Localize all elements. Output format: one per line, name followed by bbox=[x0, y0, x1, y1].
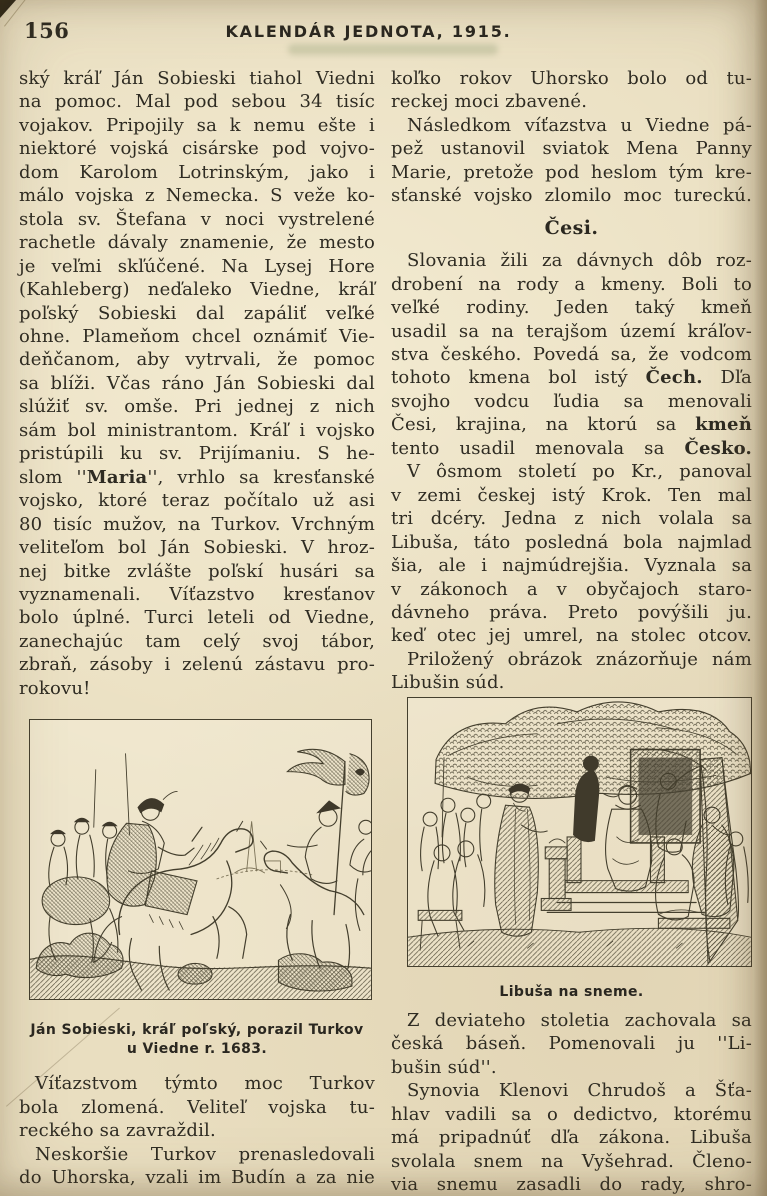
text-line: sa blíži. Včas ráno Ján Sobieski dal bbox=[19, 372, 375, 394]
sobieski-engraving-drawing bbox=[30, 720, 371, 999]
text-line: na pomoc. Mal pod sebou 34 tisíc bbox=[19, 91, 375, 113]
text-line: Víťazstvom týmto moc Turkov bbox=[35, 1073, 375, 1095]
text-line: poľský Sobieski dal zapáliť veľké bbox=[19, 302, 375, 324]
text-line: drobení na rody a kmeny. Boli to bbox=[391, 273, 752, 295]
libusa-engraving-drawing bbox=[408, 698, 751, 966]
text-line: Z deviateho stoletia zachovala sa bbox=[407, 1009, 752, 1031]
left-column bbox=[19, 67, 375, 1190]
paragraph bbox=[19, 1072, 375, 1142]
text-line: šia, ale i najmúdrejšia. Vyznala sa bbox=[391, 555, 752, 577]
text-line: v zákonoch a v obyčajoch staro- bbox=[391, 578, 752, 600]
text-line: Česi, krajina, na ktorú sa kmeň bbox=[391, 414, 752, 436]
text-line: bola zlomená. Veliteľ vojska tu- bbox=[19, 1096, 375, 1118]
text-line: reckej moci zbavené. bbox=[391, 91, 588, 113]
text-line: bolo úplné. Turci leteli od Viedne, bbox=[19, 607, 375, 629]
paragraph bbox=[391, 648, 752, 695]
text-line: slúžiť sv. omše. Pri jednej z nich bbox=[19, 396, 375, 418]
ink-bleed-through bbox=[288, 44, 498, 55]
page-number: 156 bbox=[24, 18, 70, 43]
running-header-title: KALENDÁR JEDNOTA, 1915. bbox=[225, 22, 512, 41]
text-line: Následkom víťazstva u Viedne pá- bbox=[407, 114, 752, 136]
text-line: vojakov. Pripojily sa k nemu ešte i bbox=[19, 114, 375, 136]
paragraph bbox=[391, 1009, 752, 1079]
text-line: reckého sa zavraždil. bbox=[19, 1120, 216, 1142]
sobieski-engraving bbox=[29, 719, 372, 1000]
section-heading: Česi. bbox=[544, 216, 599, 239]
text-line: v zemi českej istý Krok. Ten mal bbox=[391, 484, 752, 506]
text-line: rachetle dávaly znamenie, že mesto bbox=[19, 232, 375, 254]
text-line: ský kráľ Ján Sobieski tiahol Viedni bbox=[19, 68, 375, 89]
text-line: dávneho práva. Preto povýšili ju. bbox=[391, 601, 752, 623]
text-line: česká báseň. Pomenovali ju ''Li- bbox=[391, 1033, 752, 1055]
text-line: svojho vodcu ľudia sa menovali bbox=[391, 390, 752, 412]
text-line: málo vojska z Nemecka. S veže ko- bbox=[19, 185, 375, 207]
figure-caption: Libuša na sneme. bbox=[499, 983, 644, 1000]
text-line: tohoto kmena bol istý Čech. Dľa bbox=[391, 367, 752, 389]
text-line: Marie, pretože pod heslom tým kre- bbox=[391, 161, 752, 183]
text-line: sťanské vojsko zlomilo moc tureckú. bbox=[391, 185, 752, 207]
paragraph bbox=[391, 460, 752, 648]
figure-caption-line: u Viedne r. 1683. bbox=[126, 1041, 268, 1058]
text-line: rokovu! bbox=[19, 677, 91, 699]
text-line: usadil sa na terajšom území kráľov- bbox=[391, 320, 752, 342]
text-line: deňčanom, aby vytrvali, že pomoc bbox=[19, 349, 375, 371]
page-edge-shadow bbox=[754, 0, 767, 1196]
paragraph bbox=[391, 114, 752, 208]
libusa-engraving bbox=[407, 697, 752, 967]
paragraph bbox=[391, 249, 752, 460]
text-line: veľké rodiny. Jeden taký kmeň bbox=[391, 297, 752, 319]
figure-caption-line: Ján Sobieski, kráľ poľský, porazil Turkov bbox=[30, 1022, 364, 1039]
text-line: je veľmi skľúčené. Na Lysej Hore bbox=[19, 255, 375, 277]
text-line: bušin súd''. bbox=[391, 1056, 497, 1078]
text-line: slom ''Maria'', vrhlo sa kresťanské bbox=[19, 466, 375, 488]
text-line: sám bol ministrantom. Kráľ i vojsko bbox=[19, 419, 375, 441]
text-line: koľko rokov Uhorsko bolo od tu- bbox=[391, 68, 752, 89]
text-line: (Kahleberg) neďaleko Viedne, kráľ bbox=[19, 279, 375, 301]
text-line: svolala snem na Vyšehrad. Členo- bbox=[391, 1150, 752, 1172]
text-line: zanechajúc tam celý svoj tábor, bbox=[19, 630, 375, 652]
text-line: Priložený obrázok znázorňuje nám bbox=[407, 648, 752, 670]
paragraph bbox=[19, 1143, 375, 1190]
text-line: do Uhorska, vzali im Budín a za nie bbox=[19, 1167, 375, 1189]
figure-caption bbox=[19, 1021, 375, 1059]
text-line: dom Karolom Lotrinským, jako i bbox=[19, 161, 375, 183]
paragraph bbox=[391, 1079, 752, 1196]
text-line: ohne. Plameňom chcel oznámiť Vie- bbox=[19, 325, 375, 347]
text-line: niektoré vojská cisárske pod vojvo- bbox=[19, 138, 375, 160]
text-line: Neskoršie Turkov prenasledovali bbox=[35, 1143, 375, 1165]
text-line: tento usadil menovala sa Česko. bbox=[391, 437, 752, 459]
text-line: veliteľom bol Ján Sobieski. V hroz- bbox=[19, 537, 375, 559]
text-line: pež ustanovil sviatok Mena Panny bbox=[391, 138, 752, 160]
paragraph bbox=[391, 67, 752, 114]
text-line: stva českého. Povedá sa, že vodcom bbox=[391, 343, 752, 365]
text-line: nej bitke zvlášte poľskí husári sa bbox=[19, 560, 375, 582]
text-line: via snemu zasadli do rady, shro- bbox=[391, 1173, 752, 1195]
text-line: má pripadnúť dľa zákona. Libuša bbox=[391, 1127, 752, 1149]
paragraph bbox=[19, 67, 375, 700]
text-line: 80 tisíc mužov, na Turkov. Vrchným bbox=[19, 513, 375, 535]
text-line: zbraň, zásoby i zelenú zástavu pro- bbox=[19, 654, 375, 676]
text-line: hlav vadili sa o dedictvo, ktorému bbox=[391, 1103, 752, 1125]
text-line: tri dcéry. Jedna z nich volala sa bbox=[391, 508, 752, 530]
text-line: Libuša, táto posledná bola najmlad bbox=[391, 531, 752, 553]
text-line: vyznamenali. Víťazstvo kresťanov bbox=[19, 583, 375, 605]
text-line: Libušin súd. bbox=[391, 672, 505, 694]
text-line: Synovia Klenovi Chrudoš a Šťa- bbox=[407, 1080, 752, 1102]
text-line: keď otec jej umrel, na stolec otcov. bbox=[391, 625, 752, 647]
text-line: pristúpili ku sv. Prijímaniu. S he- bbox=[19, 443, 375, 465]
text-line: Slovania žili za dávnych dôb roz- bbox=[407, 250, 752, 272]
text-line: V ôsmom století po Kr., panoval bbox=[407, 461, 752, 483]
right-column bbox=[391, 67, 752, 1196]
text-line: stola sv. Štefana v noci vystrelené bbox=[19, 208, 375, 230]
text-line: vojsko, ktoré teraz počítalo už asi bbox=[19, 490, 375, 512]
